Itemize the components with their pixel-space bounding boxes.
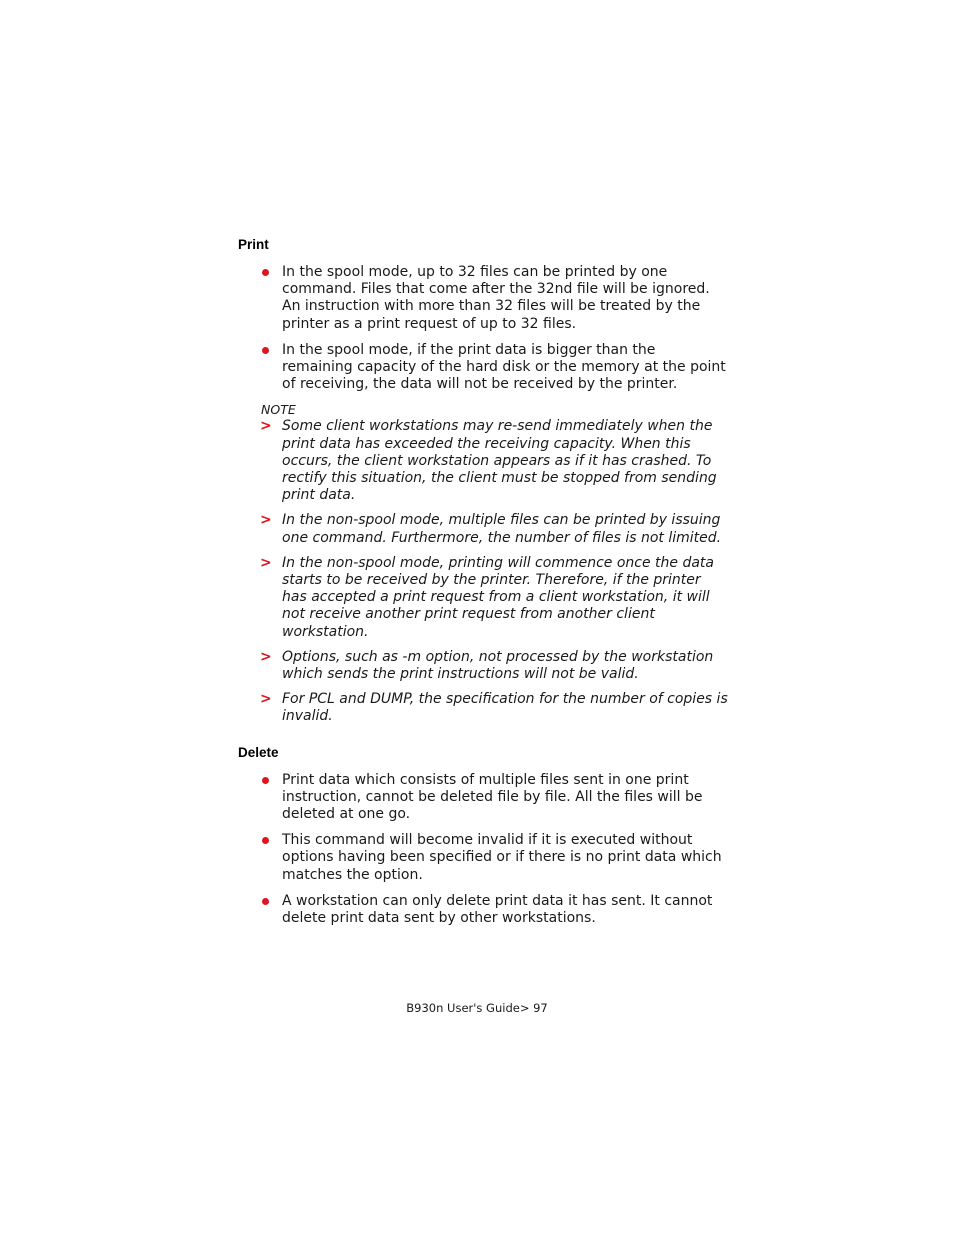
note-item xyxy=(238,649,728,683)
print-heading: Print xyxy=(238,237,269,252)
bullet-text: A workstation can only delete print data it has sent. It cannot delete print data sent by other workstations. xyxy=(282,892,713,927)
note-text: For PCL and DUMP, the specification for the number of copies is invalid. xyxy=(282,691,728,725)
print-bullet-list xyxy=(238,264,728,393)
bullet-dot-icon xyxy=(262,837,269,844)
list-item xyxy=(238,342,728,394)
chevron-right-icon: > xyxy=(260,512,272,529)
note-text: Options, such as -m option, not processed by the workstation which sends the print instructions will not be valid. xyxy=(282,648,714,683)
delete-heading: Delete xyxy=(238,744,279,760)
chevron-right-icon: > xyxy=(260,554,272,571)
chevron-right-icon: > xyxy=(260,648,272,665)
note-text: Some client workstations may re-send immediately when the print data has exceeded the receiving capacity. When this occurs, the client workstation appears as if it has crashed. To rectify this situation, the client must be stopped from sending print data. xyxy=(282,418,717,504)
list-item xyxy=(238,893,728,927)
note-text: In the non-spool mode, multiple files can be printed by issuing one command. Furthermore, the number of files is not limited. xyxy=(282,512,722,546)
page-footer: B930n User's Guide> 97 xyxy=(406,1001,548,1015)
chevron-right-icon: > xyxy=(260,418,272,435)
list-item xyxy=(238,264,728,333)
delete-bullet-list xyxy=(238,772,728,928)
note-list xyxy=(238,418,728,725)
bullet-dot-icon xyxy=(262,777,269,784)
bullet-dot-icon xyxy=(262,898,269,905)
note-label: NOTE xyxy=(261,402,296,418)
list-item xyxy=(238,832,728,884)
bullet-dot-icon xyxy=(262,269,269,276)
chevron-right-icon: > xyxy=(260,691,272,708)
note-item xyxy=(238,555,728,641)
bullet-text: This command will become invalid if it is executed without options having been specified or if there is no print data which matches the option. xyxy=(282,832,722,883)
bullet-text: In the spool mode, if the print data is bigger than the remaining capacity of the hard disk or the memory at the point of receiving, the data will not be received by the printer. xyxy=(282,341,726,393)
note-item xyxy=(238,512,728,546)
note-item xyxy=(238,418,728,504)
bullet-text: In the spool mode, up to 32 files can be printed by one command. Files that come after the 32nd file will be ignored. An instruction with more than 32 files will be treated by the printer as a print request of up to 32 files. xyxy=(282,264,710,332)
list-item xyxy=(238,772,728,824)
bullet-dot-icon xyxy=(262,347,269,354)
note-text: In the non-spool mode, printing will commence once the data starts to be received by the printer. Therefore, if the printer has accepted a print request from a client workstation, it will not receive another print request from another client workstation. xyxy=(282,554,715,640)
bullet-text: Print data which consists of multiple files sent in one print instruction, cannot be deleted file by file. All the files will be deleted at one go. xyxy=(282,771,703,823)
page-content xyxy=(238,236,728,936)
note-item xyxy=(238,691,728,725)
